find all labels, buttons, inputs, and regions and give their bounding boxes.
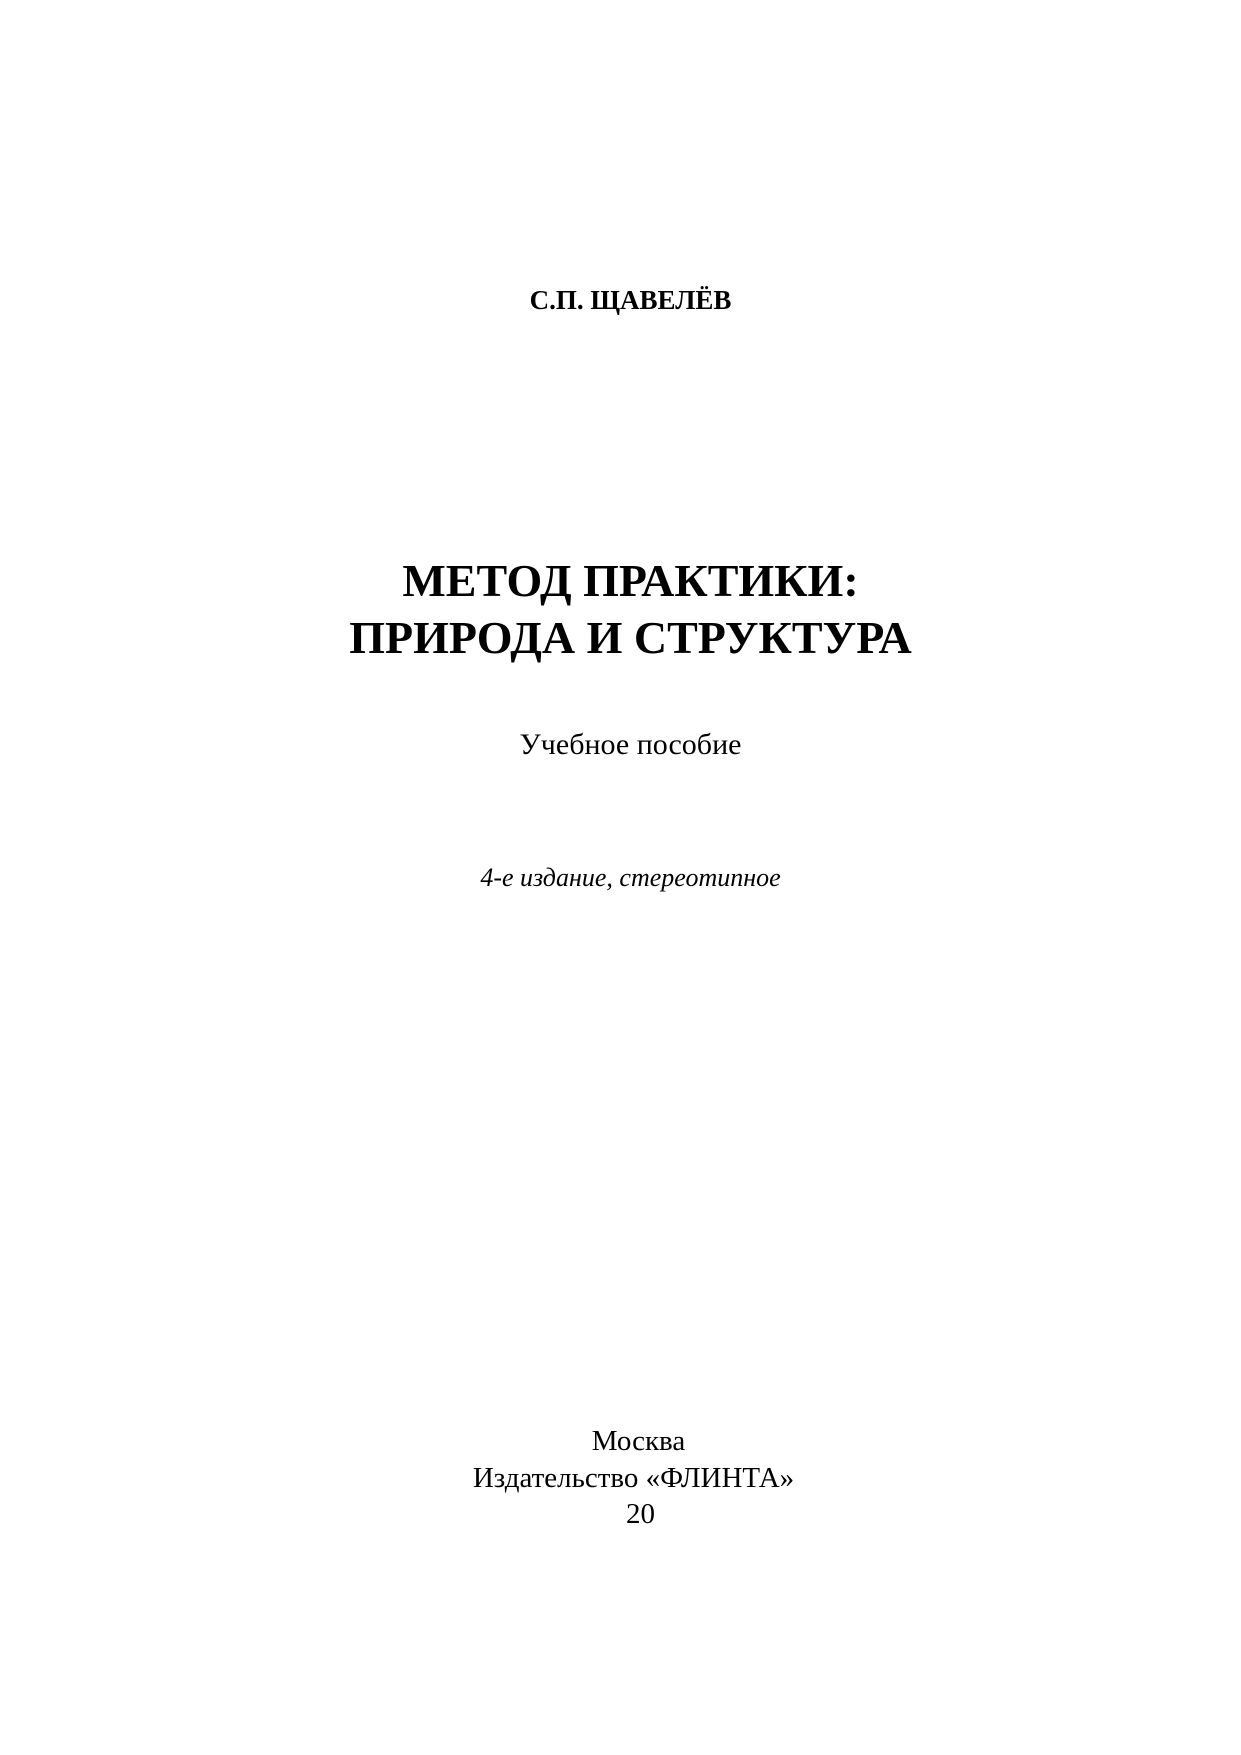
- book-title-line-1: МЕТОД ПРАКТИКИ:: [402, 555, 859, 606]
- book-subtitle: Учебное пособие: [519, 728, 742, 761]
- book-title-line-2: ПРИРОДА И СТРУКТУРА: [349, 612, 912, 663]
- imprint-publisher: Издательство «ФЛИНТА»: [472, 1462, 795, 1494]
- imprint-city: Москва: [591, 1425, 686, 1457]
- imprint-year: 20: [626, 1498, 655, 1530]
- author-name: С.П. ЩАВЕЛЁВ: [529, 285, 732, 315]
- edition-note: 4-е издание, стереотипное: [480, 863, 781, 892]
